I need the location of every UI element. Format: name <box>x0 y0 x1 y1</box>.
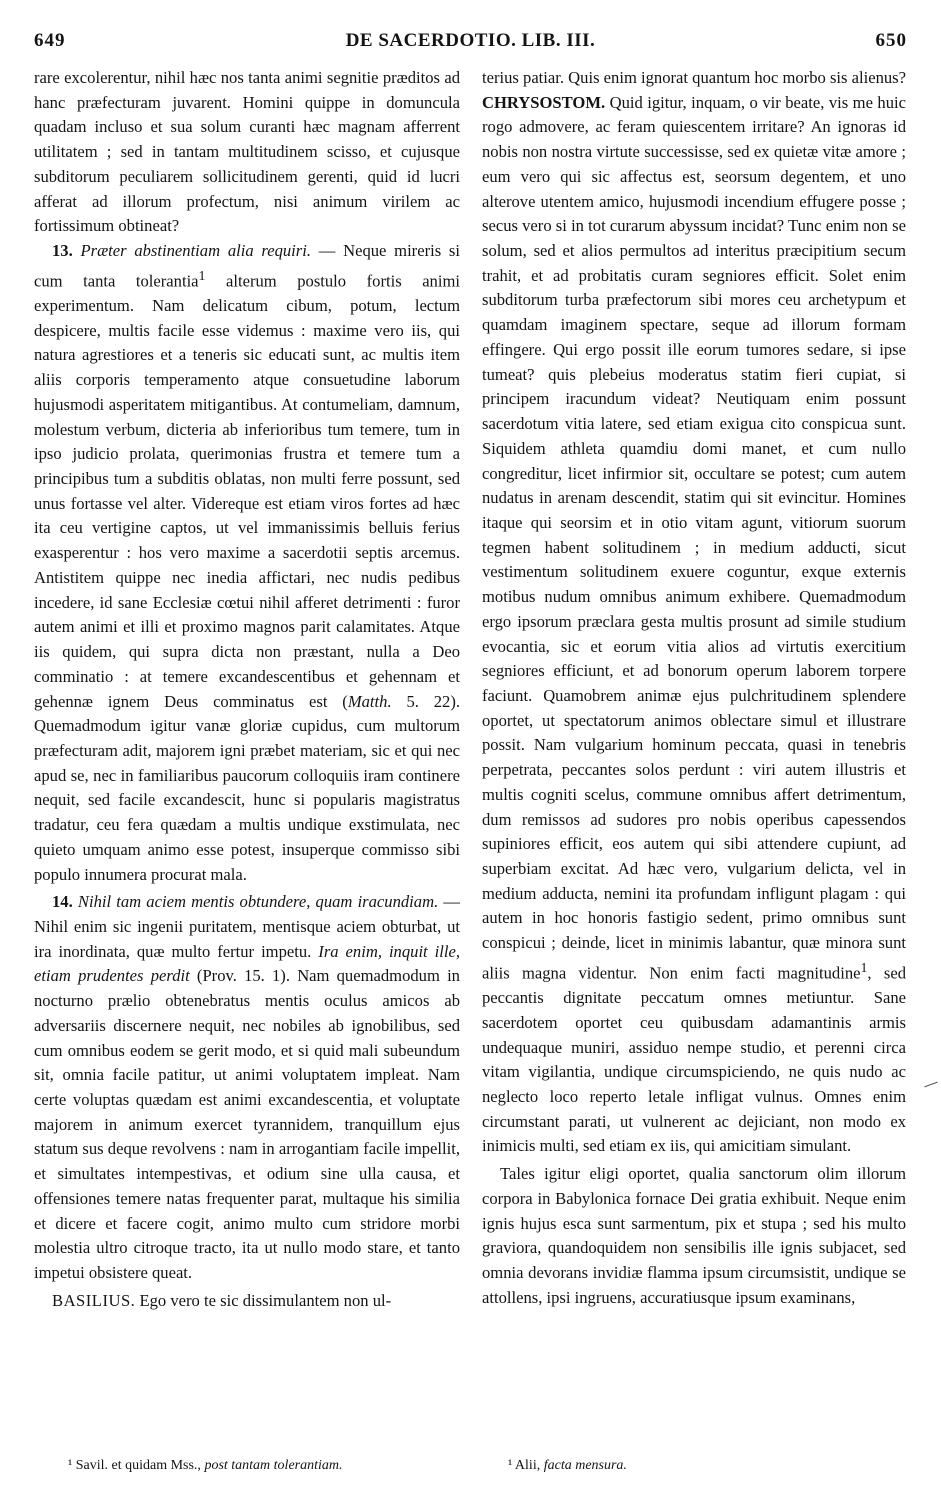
footnote-text-italic: post tantam tolerantiam. <box>204 1458 343 1473</box>
quotation: Ira enim, inquit ille, etiam prudentes perdit <box>34 941 460 986</box>
paragraph: rare excolerentur, nihil hæc nos tanta animi segnitie præditos ad hanc præfecturam juvarent. Homini quippe in domuncula quadam incluso et sua solum curanti hæc magnam afferrent utilitatem ; sed in tantam multitudinem scisso, et cujusque subditorum peculiarem sollicitudinem gerenti, quid id lucri afferat ad illorum profectum, nisi animum virilem ac fortissimum obtineat? <box>34 68 460 236</box>
section-14 <box>34 890 460 1286</box>
citation: (Prov. 15. 1). <box>189 966 298 986</box>
footnote-ref: 1 <box>860 959 868 975</box>
right-page-number: 650 <box>875 30 907 51</box>
left-page-number: 649 <box>34 30 66 51</box>
footnote-text-italic: facta mensura. <box>543 1458 627 1473</box>
section-number: 13. <box>52 241 73 261</box>
footnote-ref: 1 <box>198 267 206 283</box>
dialogue-line <box>34 1289 460 1314</box>
footnote-text: Savil. et quidam Mss., <box>72 1458 205 1473</box>
dialogue-text: terius patiar. Quis enim ignorat quantum hoc morbo sis alienus? <box>482 68 906 87</box>
section-number: 14. <box>52 892 73 912</box>
section-text: Nam quemadmodum in nocturno prælio obtenebratus mentis oculus amicos ab adversariis discernere nequit, nec nobiles ab ignobilibus, sed cum omnibus eodem se gerit modo, et si quid mali subeundum sit, omnia facile patitur, ut animi voluptatem impleat. Nam certe voluptas quædam est animi excandescentia, et voluptate majorem in animum exercet tyrannidem, tranquillum ejus statum sus deque revolvens : nam in arrogantiam facile impellit, et simultates intempestivas, et odium sine ulla causa, et offensiones temere natas frequenter parat, multaque his similia et dicere et facere cogit, animo multo cum stridore morbi molestia ultro citroque tracto, ita ut nullo modo stare, et tanto impetui obsistere queat. <box>34 966 460 1283</box>
section-13 <box>34 239 460 887</box>
running-title: DE SACERDOTIO. LIB. III. <box>345 30 596 51</box>
footnote-right <box>508 1458 627 1474</box>
speaker-name: CHRYSOSTOM. <box>482 92 606 112</box>
dialogue-text: Quid igitur, inquam, o vir beate, vis me huic rogo admovere, ac feram quiescentem irritare? An ignoras id nobis non nostra virtute successisse, sed ex quietæ vitæ amore ; eum vero qui sic affectus est, seorsum degentem, et uno alterove utentem amico, hujusmodi incendium effugere posse ; secus vero si in tot curarum abyssum incidat? Tunc enim non se solum, sed et alios permultos ad interitus præcipitium secum trahit, et ad probitatis curam segniores efficit. Solet enim subditorum turba præfectorum sibi mores ceu archetypum et quamdam imaginem spectare, seque ad illorum formam effingere. Qui ergo possit ille eorum tumores sedare, si ipse tumeat? quis plebeius moderatus statim fieri cupiat, si principem iracundum videat? Neutiquam enim possunt sacerdotum vitia latere, sed etiam exigua cito conspicua sunt. Siquidem athleta quamdiu domi manet, et cum nullo congreditur, licet infirmior sit, occultare se potest; cum autem nudatus in arenam descendit, statim qui sit evincitur. Homines itaque qui seorsim et in otio vitam agunt, vitiorum suorum tegmen habent solitudinem ; in medium adducti, sicut vestimentum solitudinem exuere coguntur, exque externis motibus nudum omnibus animum exhibere. Quemadmodum ergo ipsorum præclara gesta multis prosunt ad simile studium evocantia, sic et eorum vitia alios ad virtutis exercitium segniores efficiunt, et ad bonorum operum laborem torpere faciunt. Quamobrem animæ ejus pulchritudinem splendere oportet, ut spectatorum animos oblectare simul et illustrare possit. Nam vulgarium hominum peccata, quasi in tenebris perpetrata, peccantes solos perdunt : viri autem illustris et multis cogniti scelus, commune omnibus affert detrimentum, dum remissos ad sudores pro nobis operibus capessendos supiniores efficit, eos autem qui sibi attendere cupiunt, ad superbiam excitat. Ad hæc vero, vulgarium delicta, vel in medium adducta, nemini ita profundam infligunt plagam : qui autem in hoc honoris fastigio sedent, primo omnibus sunt conspicui ; deinde, licet in minimis labantur, quæ minora sunt aliis magna videntur. Non enim facti magnitudine <box>482 92 906 983</box>
section-heading: Præter abstinentiam alia requiri. <box>80 241 312 261</box>
section-heading: Nihil tam aciem mentis obtundere, quam iracundiam. <box>77 892 439 912</box>
footnote-marker: ¹ <box>508 1458 513 1473</box>
paragraph: Tales igitur eligi oportet, qualia sanctorum olim illorum corpora in Babylonica fornace Dei gratia exhibuit. Neque enim ignis hujus esca sunt sarmentum, pix et stupa ; sed his multo graviora, quandoquidem non sensibilis ille ignis subjacet, sed omnia devorans invidiæ flamma ipsum circumsistit, undique se attollens, ipsi ingruens, accuratiusque ipsum examinans, <box>482 1164 906 1307</box>
dialogue-text: Ego vero te sic dissimulantem non ul- <box>135 1290 392 1310</box>
section-text: — Nihil enim sic ingenii puritatem, mentisque aciem obturbat, ut ira inordinata, quæ multo fertur impetu. <box>34 892 460 961</box>
footnote-left <box>68 1458 343 1474</box>
footnote-text: Alii, <box>512 1458 544 1473</box>
right-text-column <box>482 66 906 1310</box>
running-header <box>0 30 941 60</box>
speaker-name: BASILIUS. <box>52 1290 136 1310</box>
left-text-column <box>34 66 460 1313</box>
citation-ref: 5. 22). <box>391 691 460 711</box>
paragraph <box>482 66 906 1159</box>
citation: Matth. <box>347 691 392 711</box>
footnote-marker: ¹ <box>68 1458 73 1473</box>
section-text: — Neque mireris si cum tanta tolerantia <box>34 241 460 291</box>
margin-mark <box>924 1082 937 1088</box>
section-text: Quemadmodum igitur vanæ gloriæ cupidus, cum multorum præfecturam adit, majorem igni præbet materiam, sic et qui nec apud se, nec in familiaribus paucorum colloquiis iram continere nequit, sed facile excandescit, hunc si popularis magistratus tradatur, ceu fera quædam a multis undique exstimulata, nec quieto umquam animo esse potest, insuperque commisso sibi populo innumera procurat mala. <box>34 716 460 884</box>
section-text: alterum postulo fortis animi experimentum. Nam delicatum cibum, potum, lectum despicere, multis facile esse videmus : maxime vero iis, qui natura agrestiores et a teneris sic educati sunt, ac multis item aliis corporis temperamento atque consuetudine laborum hujusmodi asperitatem mitigantibus. At contumeliam, damnum, molestum verbum, dicteria ab inferioribus tum temere, tum in ipso judicio prolata, querimonias frustra et temere tum a principibus tum a subditis oblatas, non multi ferre possunt, sed unus fortasse vel alter. Videreque est etiam viros fortes ad hæc ita ceu vertigine captos, ut vel immanissimis belluis ferius exasperentur : hos vero maxime a sacerdotii septis arcemus. Antistitem quippe nec inedia affictari, nec nudis pedibus incedere, id sane Ecclesiæ cœtui nihil afferet detrimenti : furor autem animi et illi et proximo magnos parit calamitates. Atque iis quidem, qui supra dicta non præstant, nulla a Deo comminatio : at temere excandescentibus et gehennam et gehennæ ignem Deus comminatus est ( <box>34 271 460 711</box>
dialogue-text: , sed peccantis dignitate peccatum omnes metiuntur. Sane sacerdotem oportet ceu quibusdam adamantinis armis undequaque muniri, assiduo nempe studio, et perenni circa vitam vigilantia, undique circumspiciendo, ne quis nudo ac neglecto loco reperto letale infligat vulnus. Omnes enim circumstant parati, ut vulnerent ac dejiciant, non modo ex inimicis multi, sed etiam ex iis, qui amicitiam simulant. <box>482 963 906 1156</box>
